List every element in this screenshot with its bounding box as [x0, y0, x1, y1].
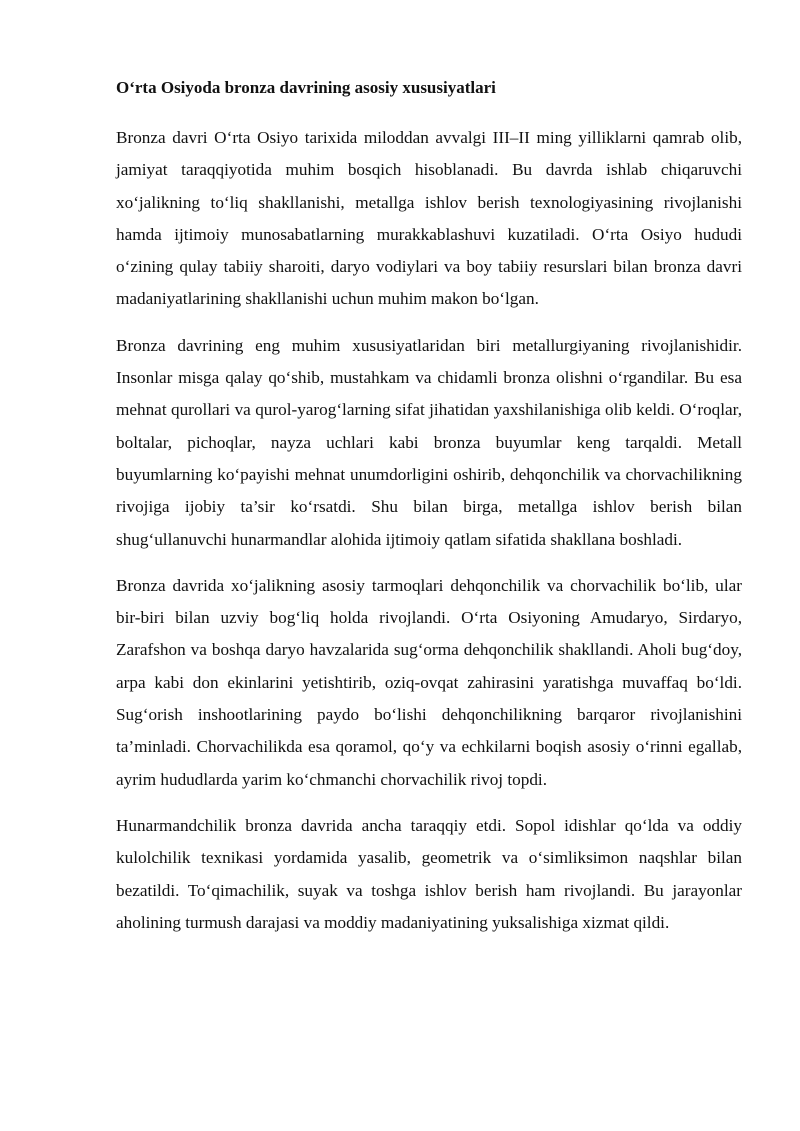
- document-body: [116, 72, 742, 939]
- paragraph-1: Bronza davri O‘rta Osiyo tarixida miloddan avvalgi III–II ming yilliklarni qamrab olib, jamiyat taraqqiyotida muhim bosqich hisoblanadi. Bu davrda ishlab chiqaruvchi xo‘jalikning to‘liq shakllanishi, metallga ishlov berish texnologiyasining rivojlanishi hamda ijtimoiy munosabatlarning murakkablashuvi kuzatiladi. O‘rta Osiyo hududi o‘zining qulay tabiiy sharoiti, daryo vodiylari va boy tabiiy resurslari bilan bronza davri madaniyatlarining shakllanishi uchun muhim makon bo‘lgan.: [116, 128, 742, 309]
- paragraph-4: Hunarmandchilik bronza davrida ancha taraqqiy etdi. Sopol idishlar qo‘lda va oddiy kulolchilik texnikasi yordamida yasalib, geometrik va o‘simliksimon naqshlar bilan bezatildi. To‘qimachilik, suyak va toshga ishlov berish ham rivojlandi. Bu jarayonlar aholining turmush darajasi va moddiy madaniyatining yuksalishiga xizmat qildi.: [116, 815, 742, 932]
- document-title: O‘rta Osiyoda bronza davrining asosiy xususiyatlari: [116, 78, 496, 97]
- paragraph-3: Bronza davrida xo‘jalikning asosiy tarmoqlari dehqonchilik va chorvachilik bo‘lib, ular bir-biri bilan uzviy bog‘liq holda rivojlandi. O‘rta Osiyoning Amudaryo, Sirdaryo, Zarafshon va boshqa daryo havzalarida sug‘orma dehqonchilik shakllandi. Aholi bug‘doy, arpa kabi don ekinlarini yetishtirib, oziq-ovqat zahirasini yaratishga muvaffaq bo‘ldi. Sug‘orish inshootlarining paydo bo‘lishi dehqonchilikning barqaror rivojlanishini ta’minladi. Chorvachilikda esa qoramol, qo‘y va echkilarni boqish asosiy o‘rinni egallab, ayrim hududlarda yarim ko‘chmanchi chorvachilik rivoj topdi.: [116, 575, 742, 789]
- paragraph-2: Bronza davrining eng muhim xususiyatlaridan biri metallurgiyaning rivojlanishidir. Insonlar misga qalay qo‘shib, mustahkam va chidamli bronza olishni o‘rgandilar. Bu esa mehnat qurollari va qurol-yarog‘larning sifat jihatidan yaxshilanishiga olib keldi. O‘roqlar, boltalar, pichoqlar, nayza uchlari kabi bronza buyumlar keng tarqaldi. Metall buyumlarning ko‘payishi mehnat unumdorligini oshirib, dehqonchilik va chorvachilikning rivojiga ijobiy ta’sir ko‘rsatdi. Shu bilan birga, metallga ishlov berish bilan shug‘ullanuvchi hunarmandlar alohida ijtimoiy qatlam sifatida shakllana boshladi.: [116, 335, 742, 549]
